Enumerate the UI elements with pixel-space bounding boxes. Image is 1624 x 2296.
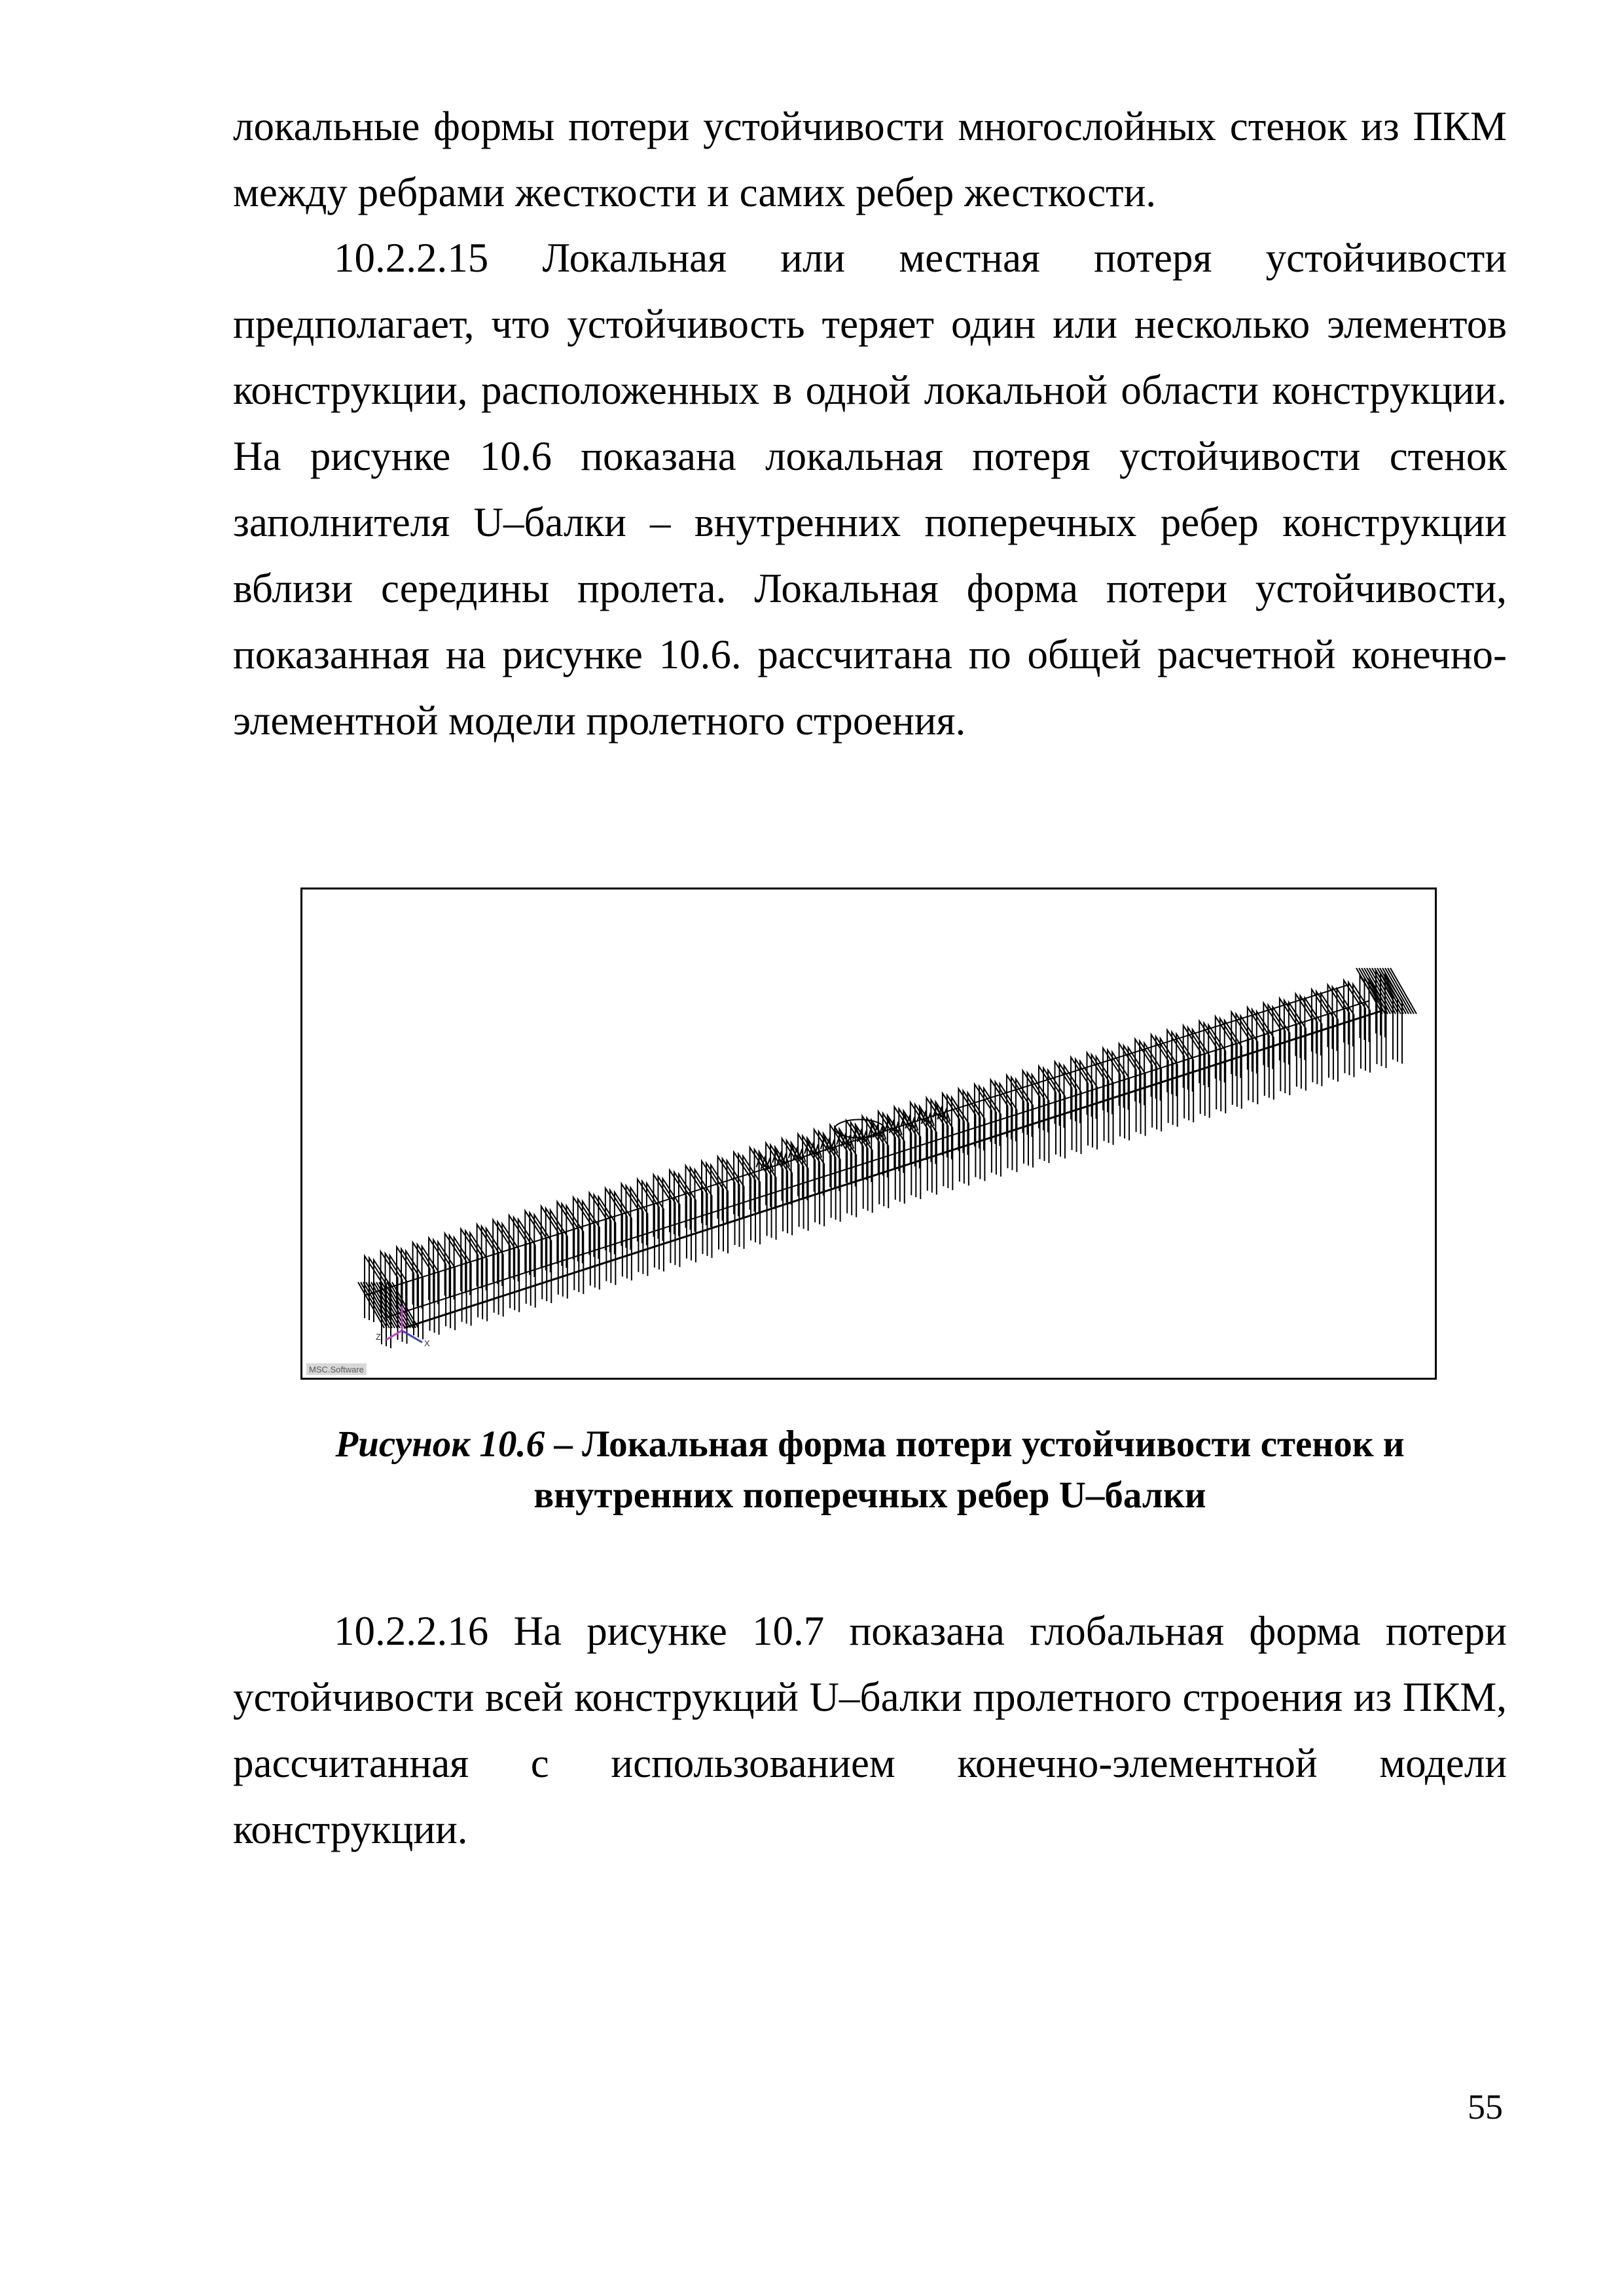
rib bbox=[1039, 1066, 1065, 1158]
rib bbox=[557, 1202, 583, 1294]
rib bbox=[1216, 1016, 1242, 1109]
svg-text:MSC.Software: MSC.Software bbox=[309, 1365, 364, 1374]
rib bbox=[1071, 1057, 1097, 1149]
rib bbox=[734, 1152, 760, 1244]
rib bbox=[653, 1175, 679, 1267]
rib bbox=[445, 1233, 471, 1325]
rib bbox=[670, 1170, 696, 1263]
rib bbox=[830, 1125, 856, 1217]
rib bbox=[1263, 1003, 1290, 1095]
figure-caption-label: Рисунок 10.6 bbox=[335, 1424, 545, 1465]
rib bbox=[1312, 990, 1338, 1082]
rib bbox=[1119, 1043, 1146, 1136]
rib bbox=[1087, 1052, 1113, 1145]
rib bbox=[541, 1206, 568, 1299]
rib bbox=[1022, 1071, 1049, 1163]
rib bbox=[1327, 985, 1354, 1077]
transverse-ribs bbox=[358, 968, 1416, 1348]
rib bbox=[1344, 980, 1370, 1073]
rib bbox=[573, 1197, 600, 1289]
rib bbox=[525, 1211, 551, 1303]
rib bbox=[509, 1215, 535, 1308]
rib bbox=[1231, 1012, 1257, 1104]
rib bbox=[1295, 994, 1322, 1086]
page-number: 55 bbox=[1468, 2087, 1503, 2126]
rib bbox=[782, 1138, 808, 1230]
rib bbox=[766, 1143, 792, 1235]
rib bbox=[621, 1184, 647, 1276]
rib bbox=[718, 1157, 744, 1249]
rib bbox=[702, 1161, 728, 1253]
rib bbox=[1103, 1048, 1129, 1140]
rib bbox=[605, 1188, 632, 1280]
rib bbox=[638, 1179, 664, 1272]
rib bbox=[1280, 998, 1306, 1090]
rib bbox=[1199, 1021, 1225, 1113]
paragraph-continuation: локальные формы потери устойчивости многослойных стенок из ПКМ между ребрами жесткости и самих ребер жесткости. bbox=[233, 103, 1507, 215]
rib bbox=[1055, 1062, 1081, 1154]
rib bbox=[958, 1089, 984, 1181]
figure-caption bbox=[233, 1419, 1507, 1521]
figure-10-6 bbox=[300, 888, 1437, 1380]
paragraph-10-2-2-16: 10.2.2.16 На рисунке 10.7 показана глобальная форма потери устойчивости всей конструкций U–балки пролетного строения из ПКМ, рассчитанная с использованием конечно-элементной модели конструкции. bbox=[233, 1608, 1507, 1852]
rib bbox=[1135, 1039, 1161, 1132]
software-logo bbox=[306, 1363, 367, 1375]
rib bbox=[589, 1193, 615, 1285]
rib bbox=[943, 1093, 969, 1185]
rib bbox=[685, 1166, 712, 1258]
paragraph-10-2-2-15: 10.2.2.15 Локальная или местная потеря устойчивости предполагает, что устойчивость теряет один или несколько элементов конструкции, расположенных в одной локальной области конструкции. На рисунке 10.6 показана локальная потеря устойчивости стенок заполнителя U–балки – внутренних поперечных ребер конструкции вблизи середины пролета. Локальная форма потери устойчивости, показанная на рисунке 10.6. рассчитана по общей расчетной конечно-элементной модели пролетного строения. bbox=[233, 235, 1507, 744]
figure-caption-text: – Локальная форма потери устойчивости стенок и внутренних поперечных ребер U–балки bbox=[533, 1424, 1405, 1516]
rib bbox=[1248, 1007, 1274, 1100]
axis-label-z: Z bbox=[376, 1332, 381, 1342]
rib bbox=[926, 1098, 952, 1190]
axis-label-y: Y bbox=[398, 1295, 404, 1305]
axis-label-x: X bbox=[424, 1338, 430, 1348]
rib bbox=[750, 1147, 776, 1240]
far-end-block bbox=[1356, 968, 1416, 1014]
fe-model-render bbox=[302, 889, 1437, 1380]
near-end-block bbox=[358, 1282, 418, 1328]
rib bbox=[846, 1121, 873, 1213]
